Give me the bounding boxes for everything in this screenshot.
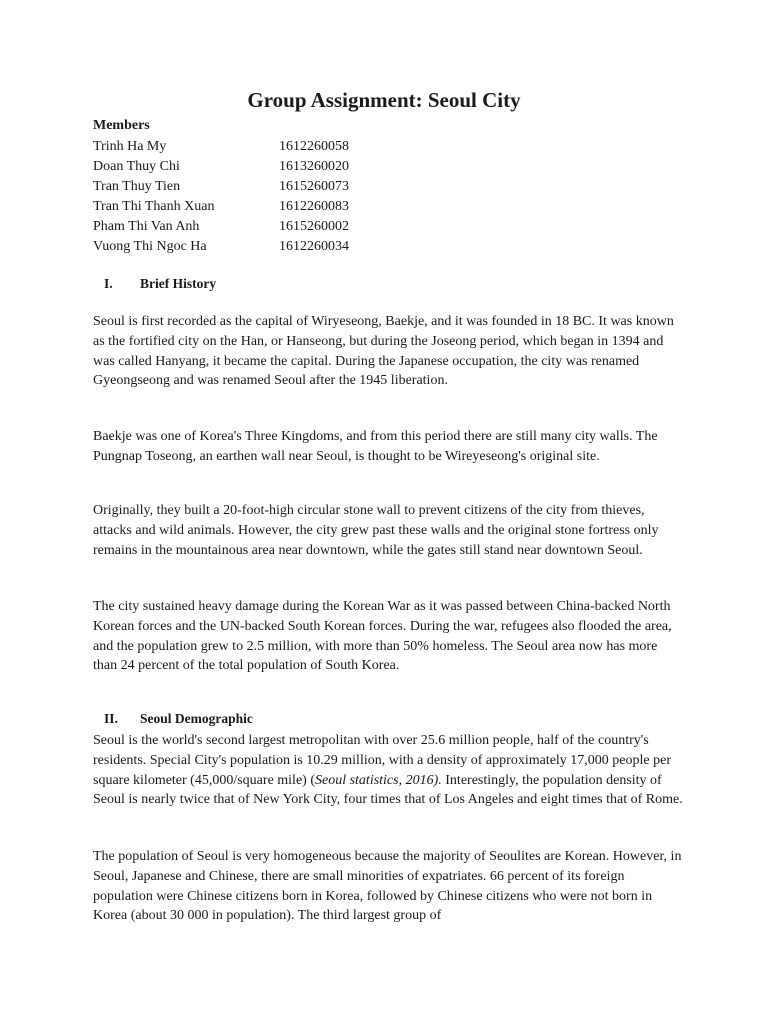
member-id: 1612260034 [279,239,349,254]
demographic-paragraph [93,731,683,810]
demographic-paragraph: The population of Seoul is very homogeneous because the majority of Seoulites are Korean. However, in Seoul, Japanese and Chinese, there are small minorities of expatriates. 66 percent of its foreign population were Chinese citizens born in Korea, followed by Chinese citizens who were not born in Korea (about 30 000 in population). The third largest group of [93,849,682,924]
member-name: Tran Thi Thanh Xuan [93,199,215,214]
history-paragraph: The city sustained heavy damage during the Korean War as it was passed between China-backed North Korean forces and the UN-backed South Korean forces. During the war, refugees also flooded the area, and the population grew to 2.5 million, with more than 50% homeless. The Seoul area now has more than 24 percent of the total population of South Korea. [93,599,672,674]
member-name: Pham Thi Van Anh [93,219,200,234]
member-id: 1615260002 [279,219,349,234]
member-row [93,197,493,217]
section-title: Brief History [140,276,217,291]
member-id: 1612260058 [279,139,349,154]
member-row [93,177,493,197]
member-id: 1612260083 [279,199,349,214]
section-number: II. [104,711,118,726]
member-id: 1615260073 [279,179,349,194]
member-name: Tran Thuy Tien [93,179,181,194]
citation: Seoul statistics, 2016). [314,772,442,788]
section-title: Seoul Demographic [140,711,253,726]
member-row [93,237,493,257]
members-list [93,137,493,257]
history-paragraph: Baekje was one of Korea's Three Kingdoms, and from this period there are still many city walls. The Pungnap Toseong, an earthen wall near Seoul, is thought to be Wireyeseong's original site. [93,429,658,464]
demographic-text: Interestingly, the population density of Seoul is nearly twice that of New York City, four times that of Los Angeles and eight times that of Rome. [93,772,683,808]
member-name: Vuong Thi Ngoc Ha [93,239,207,254]
member-name: Doan Thuy Chi [93,159,180,174]
member-row [93,137,493,157]
member-name: Trinh Ha My [93,139,167,154]
section-heading-demographic [104,711,253,727]
member-row [93,157,493,177]
document-title: Group Assignment: Seoul City [247,88,521,112]
section-number: I. [104,276,113,291]
section-heading-brief-history [104,276,216,292]
member-row [93,217,493,237]
history-paragraph: Originally, they built a 20-foot-high circular stone wall to prevent citizens of the city from thieves, attacks and wild animals. However, the city grew past these walls and the original stone fortress only remains in the mountainous area near downtown, while the gates still stand near downtown Seoul. [93,503,659,558]
members-heading: Members [93,118,150,133]
demographic-text: Seoul is the world's second largest metropolitan with over 25.6 million people, half of the country's residents. Special City's population is 10.29 million, with a density of approximately 17,000 people per square kilometer (45,000/square mile) ( [93,733,671,788]
history-paragraph: Seoul is first recorded as the capital of Wiryeseong, Baekje, and it was founded in 18 BC. It was known as the fortified city on the Han, or Hanseong, but during the Joseong period, which began in 1394 and was called Hanyang, it became the capital. During the Japanese occupation, the city was renamed Gyeongseong and was renamed Seoul after the 1945 liberation. [93,314,674,389]
member-id: 1613260020 [279,159,349,174]
